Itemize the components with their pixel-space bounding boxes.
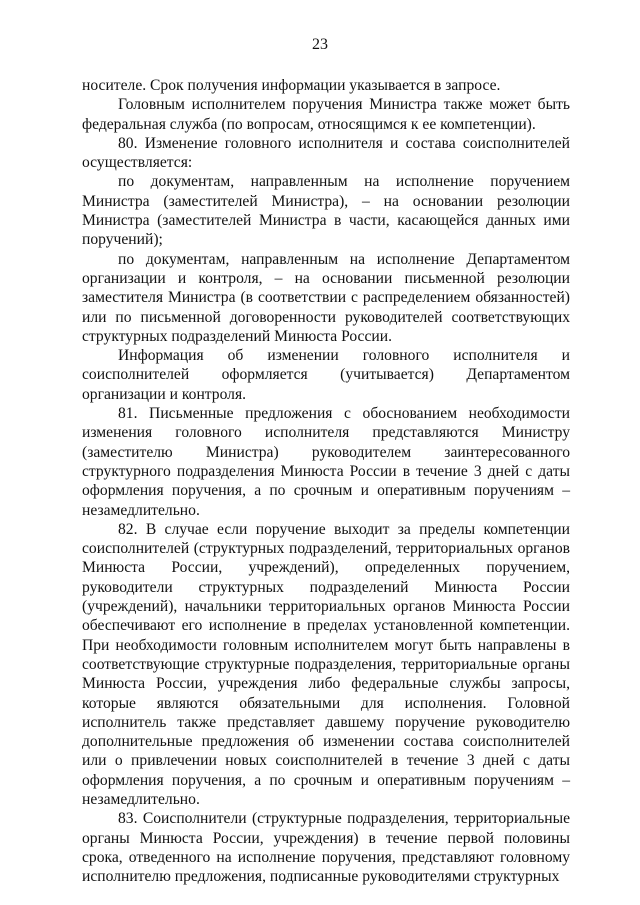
paragraph-80-info: Информация об изменении головного исполнителя и соисполнителей оформляется (учитывается) Департаментом организации и контроля. <box>82 347 570 403</box>
paragraph-80: 80. Изменение головного исполнителя и состава соисполнителей осуществляется: <box>82 134 570 172</box>
document-body <box>82 76 570 886</box>
paragraph-head-executor: Головным исполнителем поручения Министра также может быть федеральная служба (по вопросам, относящимся к ее компетенции). <box>82 96 570 133</box>
paragraph-continuation: носителе. Срок получения информации указывается в запросе. <box>82 77 501 94</box>
paragraph-80-item-1: по документам, направленным на исполнение поручением Министра (заместителей Министра), – на основании резолюции Министра (заместителей Министра в части, касающейся данных ими поручений); <box>82 173 570 249</box>
paragraph-83: 83. Соисполнители (структурные подразделения, территориальные органы Минюста России, учреждения) в течение первой половины срока, отведенного на исполнение поручения, представляют головному исполнителю предложения, подписанные руководителями структурных <box>82 810 570 886</box>
paragraph-80-item-2: по документам, направленным на исполнение Департаментом организации и контроля, – на основании письменной резолюции заместителя Министра (в соответствии с распределением обязанностей) или по письменной договоренности руководителей соответствующих структурных подразделений Минюста России. <box>82 250 570 345</box>
page-number: 23 <box>312 36 328 53</box>
paragraph-82: 82. В случае если поручение выходит за пределы компетенции соисполнителей (структурных подразделений, территориальных органов Минюста России, учреждений), определенных поручением, руководители структурных подразделений Минюста России (учреждений), начальники территориальных органов Минюста России обеспечивают его исполнение в пределах установленной компетенции. При необходимости головным исполнителем могут быть направлены в соответствующие структурные подразделения, территориальные органы Минюста России, учреждения либо федеральные службы запросы, которые являются обязательными для исполнения. Головной исполнитель также представляет давшему поручение руководителю дополнительные предложения об изменении состава соисполнителей или о привлечении новых соисполнителей в течение 3 дней с даты оформления поручения, а по срочным и оперативным поручениям – незамедлительно. <box>82 520 570 808</box>
paragraph-81: 81. Письменные предложения с обоснованием необходимости изменения головного исполнителя представляются Министру (заместителю Министра) руководителем заинтересованного структурного подразделения Минюста России в течение 3 дней с даты оформления поручения, а по срочным и оперативным поручениям – незамедлительно. <box>82 405 570 519</box>
